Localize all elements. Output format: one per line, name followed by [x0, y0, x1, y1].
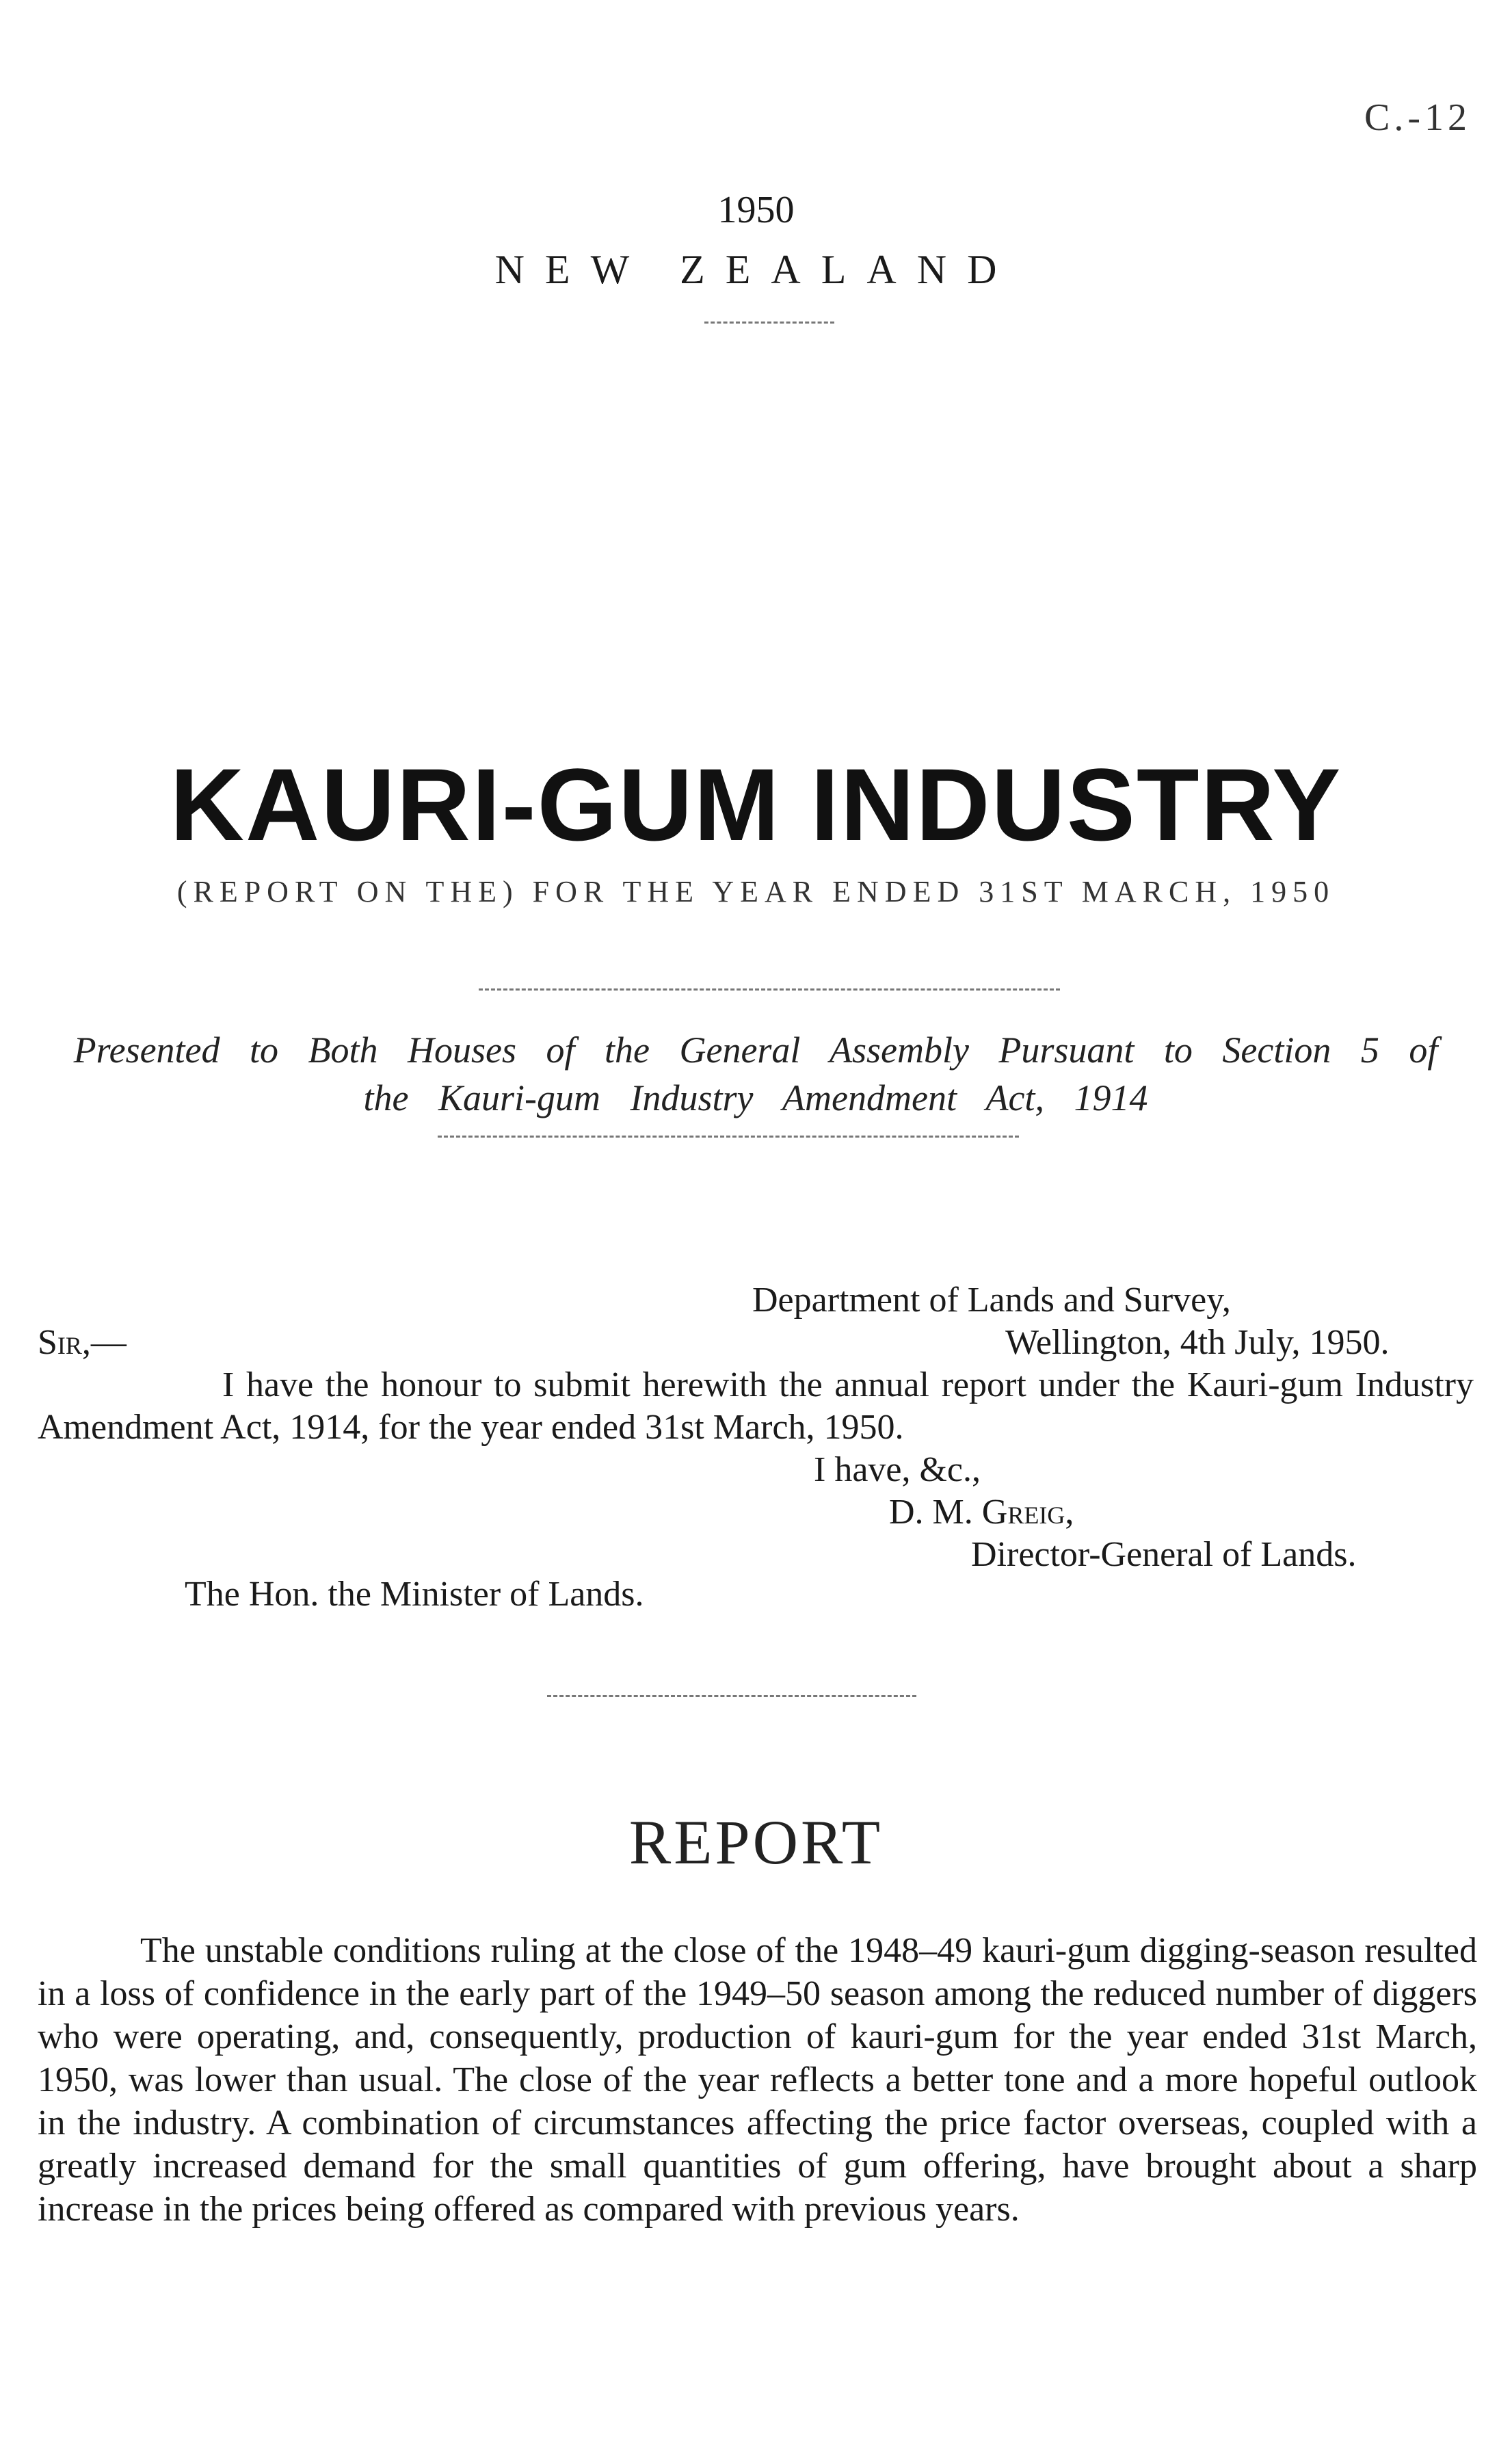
- country-heading: NEW ZEALAND: [494, 247, 1018, 292]
- report-body: The unstable conditions ruling at the close of the 1948–49 kauri-gum digging-season resulted in a loss of confidence in the early part of the 1949–50 season among the reduced number of diggers who were operating, and, consequently, production of kauri-gum for the year ended 31st March, 1950, was lower than usual. The close of the year reflects a better tone and a more hopeful outlook in the industry. A combination of circumstances affecting the price factor overseas, coupled with a greatly increased demand for the small quantities of gum offering, have brought about a sharp increase in the prices being offered as compared with previous years.: [38, 1931, 1477, 2229]
- letter-signatory: D. M. Greig,: [889, 1493, 1074, 1532]
- letter-closing: I have, &c.,: [814, 1450, 981, 1489]
- page-number: C.-12: [1364, 96, 1471, 139]
- document-subtitle: (REPORT ON THE) FOR THE YEAR ENDED 31ST MARCH, 1950: [176, 875, 1336, 908]
- report-heading: REPORT: [628, 1807, 884, 1877]
- report-year: 1950: [717, 189, 795, 231]
- letter-salutation: Sir,—: [38, 1323, 127, 1362]
- document-title: KAURI-GUM INDUSTRY: [170, 747, 1342, 862]
- letter-place-date: Wellington, 4th July, 1950.: [1005, 1323, 1390, 1362]
- letter-body: I have the honour to submit herewith the annual report under the Kauri-gum Industry Amendment Act, 1914, for the year ended 31st March, 1950.: [38, 1365, 1474, 1447]
- divider: [479, 988, 1060, 991]
- divider: [704, 322, 834, 324]
- presentation-statement: Presented to Both Houses of the General Assembly Pursuant to Section 5 of the Kauri-gum Industry Amendment Act, 1914: [73, 1030, 1438, 1118]
- letter-addressee: The Hon. the Minister of Lands.: [185, 1575, 644, 1614]
- divider: [438, 1136, 1019, 1138]
- letter-signatory-title: Director-General of Lands.: [971, 1535, 1357, 1574]
- divider: [547, 1695, 916, 1697]
- letter-department: Department of Lands and Survey,: [752, 1281, 1231, 1320]
